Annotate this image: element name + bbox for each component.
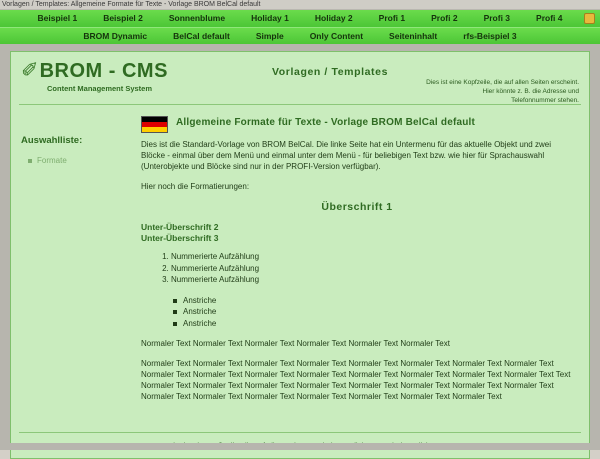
header-center (256, 60, 404, 78)
page-bottom-strip (0, 443, 600, 450)
header-note-line-2: Hier könnte z. B. die Adresse und (482, 88, 579, 95)
heading-2: Unter-Überschrift 2 (141, 222, 219, 232)
nav-item-beispiel-2[interactable]: Beispiel 2 (103, 13, 143, 23)
main-content (137, 113, 585, 428)
heading-3: Unter-Überschrift 3 (141, 233, 219, 243)
list-item: 3. Nummerierte Aufzählung (171, 274, 573, 286)
nav-item-profi-4[interactable]: Profi 4 (536, 13, 563, 23)
nav-item-rfs-beispiel-3[interactable]: rfs-Beispiel 3 (463, 30, 517, 41)
intro-paragraph-2: Hier noch die Formatierungen: (141, 182, 250, 191)
list-item: 1. Nummerierte Aufzählung (171, 251, 573, 263)
list-item: Anstriche (183, 295, 573, 307)
nav-item-profi-2[interactable]: Profi 2 (431, 13, 458, 23)
nav-item-seiteninhalt[interactable]: Seiteninhalt (389, 30, 438, 41)
nav-item-belcal-default[interactable]: BelCal default (173, 30, 230, 41)
content-card (10, 51, 590, 459)
numbered-list (141, 251, 573, 286)
text-block-1: Normaler Text Normaler Text Normaler Text Normaler Text Normaler Text Normaler Text (141, 339, 450, 348)
nav-item-beispiel-1[interactable]: Beispiel 1 (37, 13, 78, 23)
browser-tab-title: Vorlagen / Templates: Allgemeine Formate für Texte - Vorlage BROM BelCal default (2, 1, 261, 8)
sidebar (15, 113, 137, 428)
sidebar-item-formate[interactable]: Formate (37, 156, 137, 165)
header-note (404, 60, 579, 105)
intro-paragraph: Dies ist die Standard-Vorlage von BROM BelCal. Die linke Seite hat ein Untermenu für das aktuelle Objekt und zwei Blöcke - einmal über dem Menü und einmal unter dem Menü - für beliebigen Text bzw. wie hier für Sprachauswahl (Unterobjekte und Blöcke sind nur in der PROFI-Version verfügbar). (141, 140, 551, 171)
header-note-line-3: Telefonnummer stehen. (511, 97, 579, 104)
nav-item-sonnenblume[interactable]: Sonnenblume (168, 13, 226, 23)
list-item: 2. Nummerierte Aufzählung (171, 263, 573, 275)
list-item: Anstriche (183, 306, 573, 318)
bulleted-list (141, 295, 573, 330)
title-row (141, 115, 573, 133)
page-section-title: Vorlagen / Templates (271, 66, 389, 78)
rss-icon[interactable] (584, 13, 595, 24)
nav-item-holiday-1[interactable]: Holiday 1 (251, 13, 289, 23)
nav-item-brom-dynamic[interactable]: BROM Dynamic (83, 30, 148, 41)
page-canvas (0, 10, 600, 450)
site-logo[interactable] (21, 60, 256, 93)
pen-icon: ✐ (21, 58, 39, 82)
logo-title: BROM - CMS (39, 60, 168, 82)
nav-item-only-content[interactable]: Only Content (309, 30, 364, 41)
nav-item-profi-1[interactable]: Profi 1 (378, 13, 406, 23)
heading-1: Überschrift 1 (321, 201, 393, 213)
card-header (11, 52, 589, 104)
browser-tab-strip (0, 0, 600, 10)
nav-item-simple[interactable]: Simple (255, 30, 284, 41)
list-item: Anstriche (183, 318, 573, 330)
nav-item-profi-3[interactable]: Profi 3 (483, 13, 511, 23)
text-block-2: Normaler Text Normaler Text Normaler Text Normaler Text Normaler Text Normaler Text Normaler Text Normaler Text Normaler Text Normaler Text Normaler Text Normaler Text Normaler Text Normaler Text Normaler Text Normaler Text Text Normaler Text Normaler Text Normaler Text Normaler Text Normaler Text Normaler Text Normaler Text Normaler Text Normaler Text Normaler Text Normaler Text Normaler Text Normaler Text Normaler Text Normaler Text (141, 359, 571, 401)
logo-subtitle: Content Management System (47, 84, 153, 93)
nav-item-holiday-2[interactable]: Holiday 2 (314, 13, 353, 23)
primary-nav (0, 10, 600, 27)
card-body (11, 105, 589, 432)
sidebar-list (21, 156, 137, 165)
page-title: Allgemeine Formate für Texte - Vorlage BROM BelCal default (176, 117, 476, 128)
sidebar-title: Auswahlliste: (21, 135, 83, 146)
german-flag-icon[interactable] (141, 116, 168, 133)
header-note-line-1: Dies ist eine Kopfzeile, die auf allen Seiten erscheint. (426, 79, 579, 86)
secondary-nav (0, 27, 600, 44)
